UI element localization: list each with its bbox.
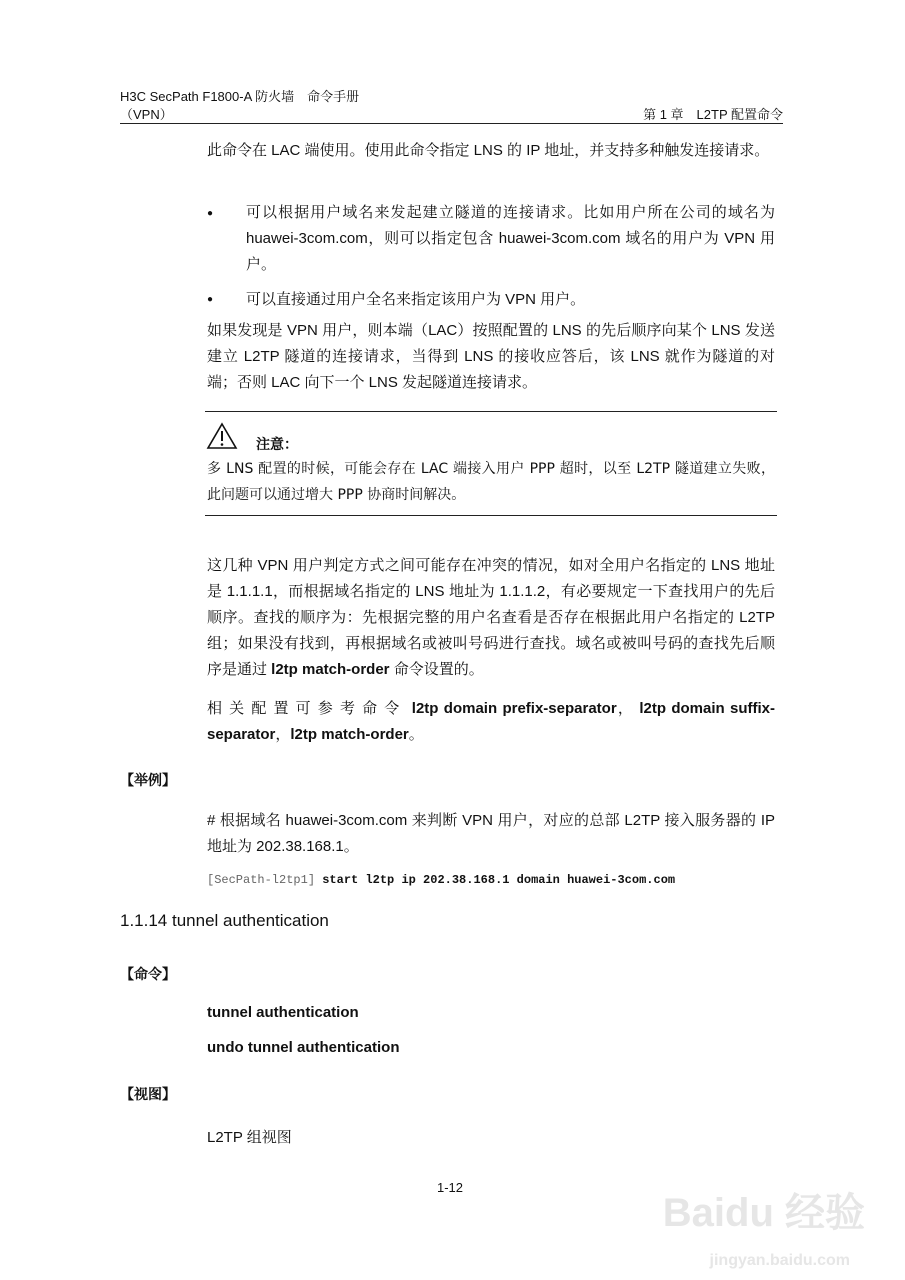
- paragraph-text: 命令设置的。: [389, 661, 484, 678]
- example-code: [207, 873, 675, 887]
- bullet-item: 可以直接通过用户全名来指定该用户为 VPN 用户。: [246, 291, 586, 308]
- section-heading: 1.1.14 tunnel authentication: [120, 911, 329, 930]
- related-commands: [207, 696, 775, 748]
- command-ref: l2tp match-order: [290, 726, 409, 743]
- command-ref: l2tp domain prefix-separator: [411, 700, 617, 717]
- example-description: # 根据域名 huawei-3com.com 来判断 VPN 用户，对应的总部 L2TP 接入服务器的 IP 地址为 202.38.168.1。: [207, 812, 775, 855]
- doc-title: H3C SecPath F1800-A 防火墙 命令手册: [120, 89, 360, 104]
- command-syntax: tunnel authentication: [207, 1004, 359, 1021]
- command-ref: l2tp domain suffix-separator: [207, 700, 776, 743]
- separator: ，: [275, 726, 291, 743]
- header-divider: [120, 123, 783, 124]
- watermark-brand: Baidu 经验: [662, 1191, 865, 1235]
- undo-command-syntax: undo tunnel authentication: [207, 1039, 400, 1056]
- related-prefix: 相关配置可参考命令: [207, 700, 407, 717]
- notice-text: 多 LNS 配置的时候，可能会存在 LAC 端接入用户 PPP 超时，以至 L2TP 隧道建立失败，此问题可以通过增大 PPP 协商时间解决。: [207, 461, 775, 503]
- notice-bottom-rule: [205, 515, 777, 516]
- bullet-icon: ●: [207, 294, 214, 305]
- bullet-item: 可以根据用户域名来发起建立隧道的连接请求。比如用户所在公司的域名为 huawei-3com.com，则可以指定包含 huawei-3com.com 域名的用户为 VPN 用户。: [246, 204, 775, 273]
- command-ref: l2tp match-order: [271, 661, 390, 678]
- lookup-order-paragraph: [207, 553, 775, 683]
- lns-order-paragraph: 如果发现是 VPN 用户，则本端（LAC）按照配置的 LNS 的先后顺序向某个 LNS 发送建立 L2TP 隧道的连接请求，当得到 LNS 的接收应答后，该 LNS 就作为隧道的对端；否则 LAC 向下一个 LNS 发起隧道连接请求。: [207, 322, 775, 391]
- notice-title: 注意：: [256, 436, 298, 452]
- watermark-url: jingyan.baidu.com: [709, 1252, 850, 1269]
- cli-command: start l2tp ip 202.38.168.1 domain huawei-3com.com: [322, 873, 676, 887]
- doc-subtitle: （VPN）: [120, 107, 173, 122]
- bullet-icon: ●: [207, 208, 214, 219]
- cli-prompt: [SecPath-l2tp1]: [207, 873, 316, 887]
- chapter-title: 第 1 章 L2TP 配置命令: [643, 107, 783, 122]
- watermark-logo: [663, 1181, 865, 1238]
- separator: ，: [616, 700, 634, 717]
- paragraph-text: 这几种 VPN 用户判定方式之间可能存在冲突的情况，如对全用户名指定的 LNS 地址是 1.1.1.1，而根据域名指定的 LNS 地址为 1.1.1.2，有必要规定一下查找用户的先后顺序。查找的顺序为：先根据完整的用户名查看是否存在根据此用户名指定的 L2TP 组；如果没有找到，再根据域名或被叫号码进行查找。域名或被叫号码的查找先后顺序是通过: [207, 557, 775, 678]
- view-text: L2TP 组视图: [207, 1129, 292, 1146]
- warning-icon: [206, 422, 238, 450]
- view-label: 【视图】: [120, 1086, 176, 1102]
- command-label: 【命令】: [120, 966, 176, 982]
- example-label: 【举例】: [120, 772, 176, 788]
- page-number: 1-12: [437, 1180, 464, 1195]
- intro-paragraph: 此命令在 LAC 端使用。使用此命令指定 LNS 的 IP 地址，并支持多种触发连接请求。: [207, 142, 770, 159]
- separator: 。: [408, 726, 424, 743]
- notice-top-rule: [205, 411, 777, 412]
